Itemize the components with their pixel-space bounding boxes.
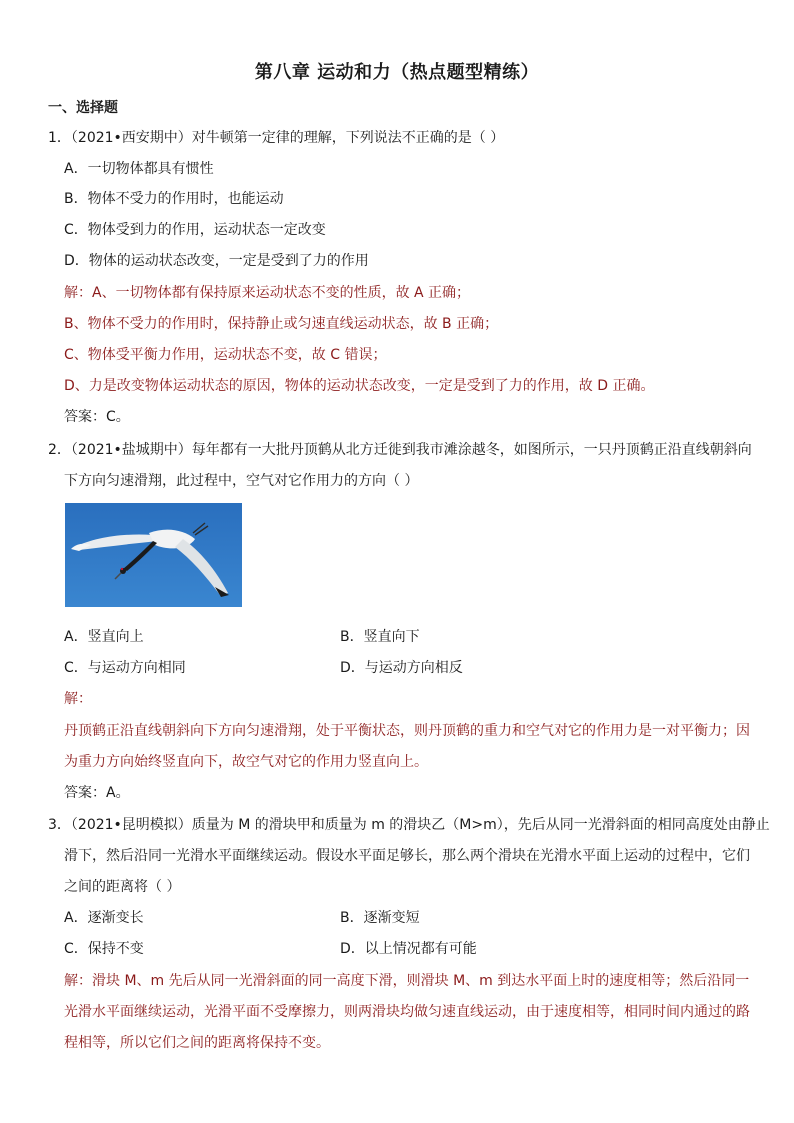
question-3-option-b: B．逐渐变短: [340, 910, 420, 926]
question-2-answer: 答案：A。: [64, 785, 130, 801]
section-heading: 一、选择题: [48, 100, 118, 116]
page-title: 第八章 运动和力（热点题型精练）: [254, 62, 540, 83]
question-3-explanation-line: 光滑水平面继续运动，光滑平面不受摩擦力，则两滑块均做匀速直线运动，由于速度相等，相同时间内通过的路: [64, 1004, 750, 1020]
question-1-explanation-line: D、力是改变物体运动状态的原因，物体的运动状态改变，一定是受到了力的作用，故 D 正确。: [64, 378, 655, 394]
crane-photo: [65, 503, 242, 607]
question-2-option-b: B．竖直向下: [340, 629, 420, 645]
question-1-stem: 1．（2021•西安期中）对牛顿第一定律的理解，下列说法不正确的是（ ）: [48, 130, 505, 146]
question-3-explanation-line: 解：滑块 M、m 先后从同一光滑斜面的同一高度下滑，则滑块 M、m 到达水平面上时的速度相等；然后沿同一: [64, 973, 750, 989]
crane-illustration: [65, 503, 242, 607]
question-3-stem: 3．（2021•昆明模拟）质量为 M 的滑块甲和质量为 m 的滑块乙（M>m），先后从同一光滑斜面的相同高度处由静止: [48, 817, 770, 833]
question-2-explanation-line: 为重力方向始终竖直向下，故空气对它的作用力竖直向上。: [64, 754, 428, 770]
question-1-explanation-line: B、物体不受力的作用时，保持静止或匀速直线运动状态，故 B 正确；: [64, 316, 499, 332]
question-1-option-a: A．一切物体都具有惯性: [64, 161, 214, 177]
question-2-option-a: A．竖直向上: [64, 629, 144, 645]
question-3-stem-cont: 滑下，然后沿同一光滑水平面继续运动。假设水平面足够长，那么两个滑块在光滑水平面上运动的过程中，它们: [64, 848, 750, 864]
question-1-explanation-line: C、物体受平衡力作用，运动状态不变，故 C 错误；: [64, 347, 387, 363]
question-2-stem-cont: 下方向匀速滑翔，此过程中，空气对它作用力的方向（ ）: [64, 473, 419, 489]
question-1-option-b: B．物体不受力的作用时，也能运动: [64, 191, 284, 207]
question-2-explanation-line: 丹顶鹤正沿直线朝斜向下方向匀速滑翔，处于平衡状态，则丹顶鹤的重力和空气对它的作用力是一对平衡力；因: [64, 723, 750, 739]
question-3-stem-cont: 之间的距离将（ ）: [64, 879, 181, 895]
question-2-stem: 2．（2021•盐城期中）每年都有一大批丹顶鹤从北方迁徙到我市滩涂越冬，如图所示，一只丹顶鹤正沿直线朝斜向: [48, 442, 752, 458]
question-1-option-d: D．物体的运动状态改变，一定是受到了力的作用: [64, 253, 369, 269]
question-3-option-d: D．以上情况都有可能: [340, 941, 477, 957]
question-2-explanation-head: 解：: [64, 691, 92, 707]
question-1-option-c: C．物体受到力的作用，运动状态一定改变: [64, 222, 326, 238]
question-3-option-a: A．逐渐变长: [64, 910, 144, 926]
question-1-explanation-line: 解：A、一切物体都有保持原来运动状态不变的性质，故 A 正确；: [64, 285, 471, 301]
question-2-option-c: C．与运动方向相同: [64, 660, 186, 676]
question-3-explanation-line: 程相等，所以它们之间的距离将保持不变。: [64, 1035, 330, 1051]
question-1-answer: 答案：C。: [64, 409, 130, 425]
question-3-option-c: C．保持不变: [64, 941, 144, 957]
question-2-option-d: D．与运动方向相反: [340, 660, 463, 676]
